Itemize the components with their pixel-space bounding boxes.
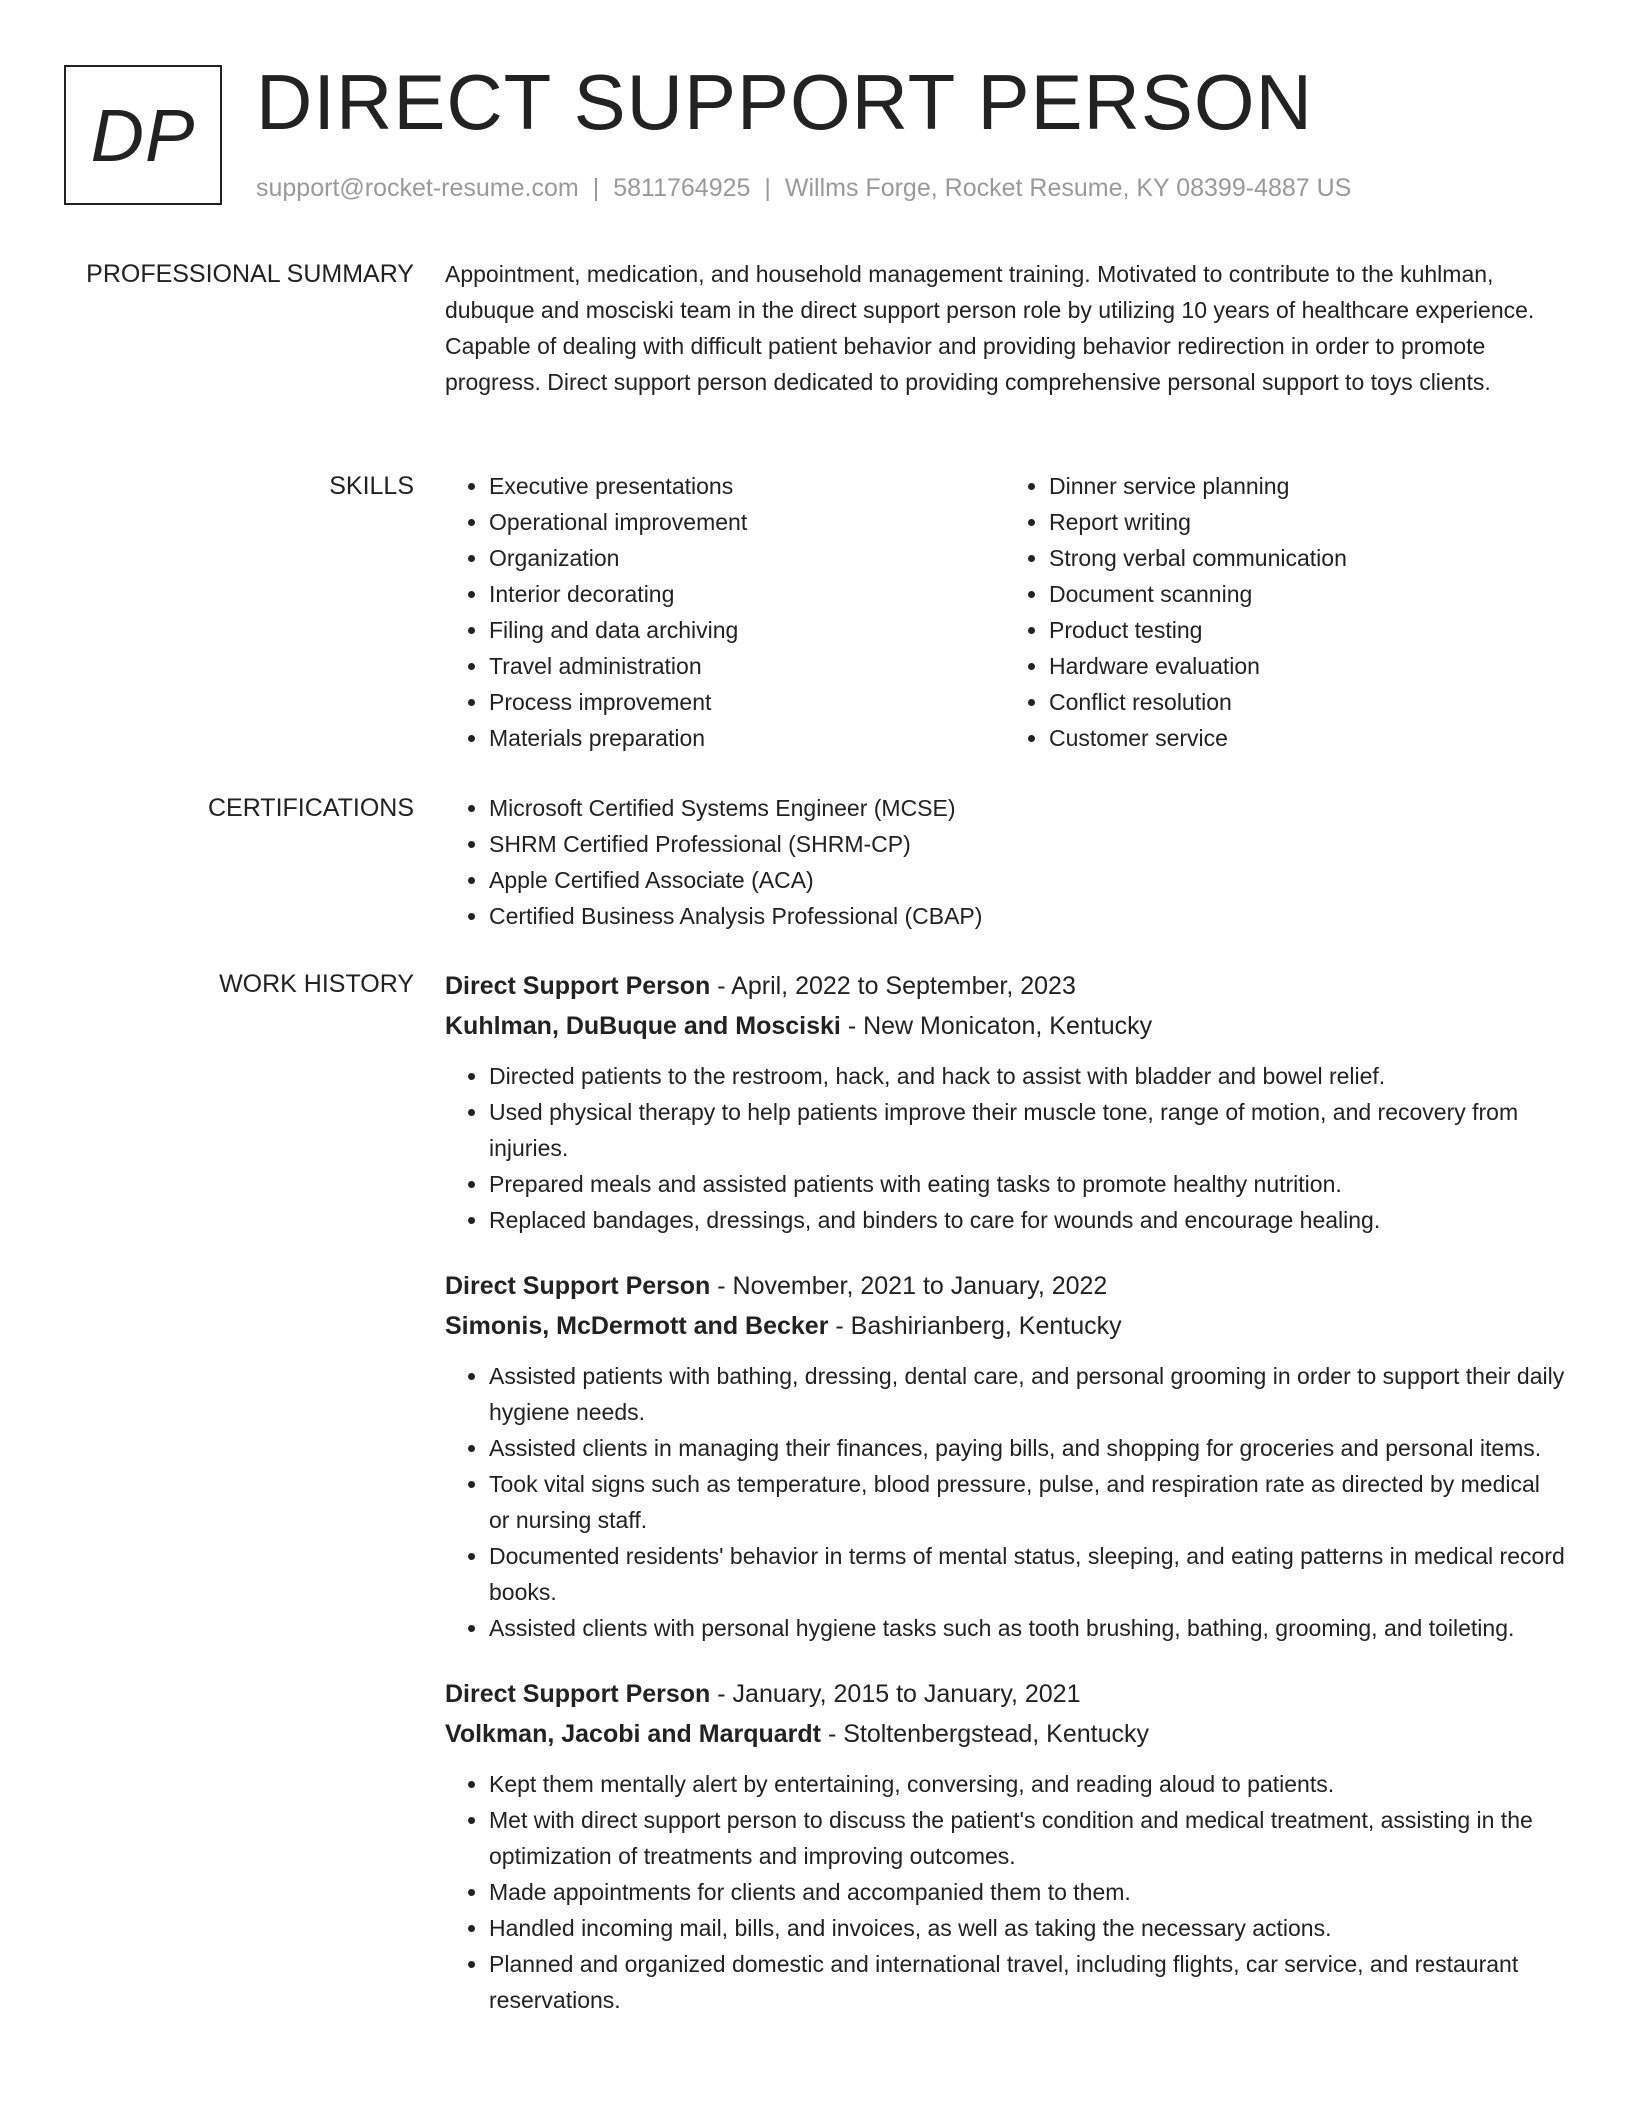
contact-phone: 5811764925: [613, 174, 751, 202]
skill-item: • Report writing: [1049, 504, 1565, 540]
job-location: - New Monicaton, Kentucky: [840, 1012, 1153, 1040]
job-duties-list: [445, 1766, 1565, 2018]
job-duty: • Assisted clients in managing their finances, paying bills, and shopping for groceries and personal items.: [489, 1430, 1565, 1466]
monogram-badge: [64, 65, 222, 205]
skill-item: • Operational improvement: [489, 504, 1005, 540]
job-dates: - January, 2015 to January, 2021: [710, 1680, 1081, 1708]
work-history-body: [445, 966, 1565, 2018]
certification-item: • Apple Certified Associate (ACA): [489, 862, 1565, 898]
job-location: - Stoltenbergstead, Kentucky: [821, 1720, 1149, 1748]
job-duty: • Handled incoming mail, bills, and invoices, as well as taking the necessary actions.: [489, 1910, 1565, 1946]
job-duty: • Directed patients to the restroom, hack, and hack to assist with bladder and bowel relief.: [489, 1058, 1565, 1094]
job-duty: • Met with direct support person to discuss the patient's condition and medical treatment, assisting in the optimization of treatments and improving outcomes.: [489, 1802, 1565, 1874]
contact-address: Willms Forge, Rocket Resume, KY 08399-4887 US: [784, 174, 1352, 202]
skill-item: • Materials preparation: [489, 720, 1005, 756]
job-company-line: [445, 1006, 1565, 1046]
job-duty: • Prepared meals and assisted patients with eating tasks to promote healthy nutrition.: [489, 1166, 1565, 1202]
job-duties-list: [445, 1058, 1565, 1238]
job-dates: - November, 2021 to January, 2022: [710, 1272, 1108, 1300]
job-company: Volkman, Jacobi and Marquardt: [445, 1720, 822, 1748]
job-title-line: [445, 966, 1565, 1006]
monogram-text: DP: [90, 93, 196, 177]
skills-list-left: [445, 468, 1005, 756]
certification-item: • Microsoft Certified Systems Engineer (MCSE): [489, 790, 1565, 826]
job-duty: • Took vital signs such as temperature, blood pressure, pulse, and respiration rate as directed by medical or nursing staff.: [489, 1466, 1565, 1538]
work-history-heading: WORK HISTORY: [219, 970, 414, 998]
job-duty: • Planned and organized domestic and international travel, including flights, car service, and restaurant reservations.: [489, 1946, 1565, 2018]
job-company-line: [445, 1714, 1565, 1754]
skill-item: • Travel administration: [489, 648, 1005, 684]
skills-list-right: [1005, 468, 1565, 756]
summary-body: [445, 256, 1565, 400]
job-location: - Bashirianberg, Kentucky: [828, 1312, 1122, 1340]
job-duty: • Kept them mentally alert by entertaining, conversing, and reading aloud to patients.: [489, 1766, 1565, 1802]
skill-item: • Organization: [489, 540, 1005, 576]
skill-item: • Filing and data archiving: [489, 612, 1005, 648]
skill-item: • Document scanning: [1049, 576, 1565, 612]
job-duty: • Made appointments for clients and accompanied them to them.: [489, 1874, 1565, 1910]
skill-item: • Process improvement: [489, 684, 1005, 720]
certifications-list: [445, 790, 1565, 934]
contact-separator: |: [592, 174, 600, 202]
certifications-heading: CERTIFICATIONS: [207, 794, 414, 822]
job-entry: [445, 1266, 1565, 1646]
skill-item: • Executive presentations: [489, 468, 1005, 504]
job-dates: - April, 2022 to September, 2023: [710, 972, 1076, 1000]
skills-heading: SKILLS: [329, 472, 414, 500]
job-company: Kuhlman, DuBuque and Mosciski: [445, 1012, 841, 1040]
job-entry: [445, 1674, 1565, 2018]
job-company-line: [445, 1306, 1565, 1346]
job-title: Direct Support Person: [445, 1680, 711, 1708]
job-duty: • Documented residents' behavior in terms of mental status, sleeping, and eating patterns in medical record books.: [489, 1538, 1565, 1610]
job-title: Direct Support Person: [445, 972, 711, 1000]
job-duty: • Used physical therapy to help patients improve their muscle tone, range of motion, and recovery from injuries.: [489, 1094, 1565, 1166]
summary-text: Appointment, medication, and household management training. Motivated to contribute to the kuhlman, dubuque and mosciski team in the direct support person role by utilizing 10 years of healthcare experience. Capable of dealing with difficult patient behavior and providing behavior redirection in order to promote progress. Direct support person dedicated to providing comprehensive personal support to toys clients.: [445, 261, 1535, 395]
job-entry: [445, 966, 1565, 1238]
skill-item: • Conflict resolution: [1049, 684, 1565, 720]
skill-item: • Dinner service planning: [1049, 468, 1565, 504]
job-title-line: [445, 1674, 1565, 1714]
skill-item: • Product testing: [1049, 612, 1565, 648]
skill-item: • Strong verbal communication: [1049, 540, 1565, 576]
job-duty: • Assisted clients with personal hygiene tasks such as tooth brushing, bathing, grooming, and toileting.: [489, 1610, 1565, 1646]
contact-line: [256, 174, 1351, 203]
certifications-body: [445, 790, 1565, 934]
certification-item: • Certified Business Analysis Professional (CBAP): [489, 898, 1565, 934]
job-duty: • Replaced bandages, dressings, and binders to care for wounds and encourage healing.: [489, 1202, 1565, 1238]
certification-item: • SHRM Certified Professional (SHRM-CP): [489, 826, 1565, 862]
job-company: Simonis, McDermott and Becker: [445, 1312, 829, 1340]
job-title-line: [445, 1266, 1565, 1306]
job-title: Direct Support Person: [445, 1272, 711, 1300]
job-duties-list: [445, 1358, 1565, 1646]
job-duty: • Assisted patients with bathing, dressing, dental care, and personal grooming in order to support their daily hygiene needs.: [489, 1358, 1565, 1430]
skill-item: • Interior decorating: [489, 576, 1005, 612]
contact-email: support@rocket-resume.com: [256, 174, 579, 202]
skill-item: • Customer service: [1049, 720, 1565, 756]
page-title: DIRECT SUPPORT PERSON: [256, 58, 1313, 146]
skills-body: [445, 468, 1565, 756]
skill-item: • Hardware evaluation: [1049, 648, 1565, 684]
contact-separator: |: [764, 174, 771, 202]
summary-heading: PROFESSIONAL SUMMARY: [86, 260, 414, 288]
